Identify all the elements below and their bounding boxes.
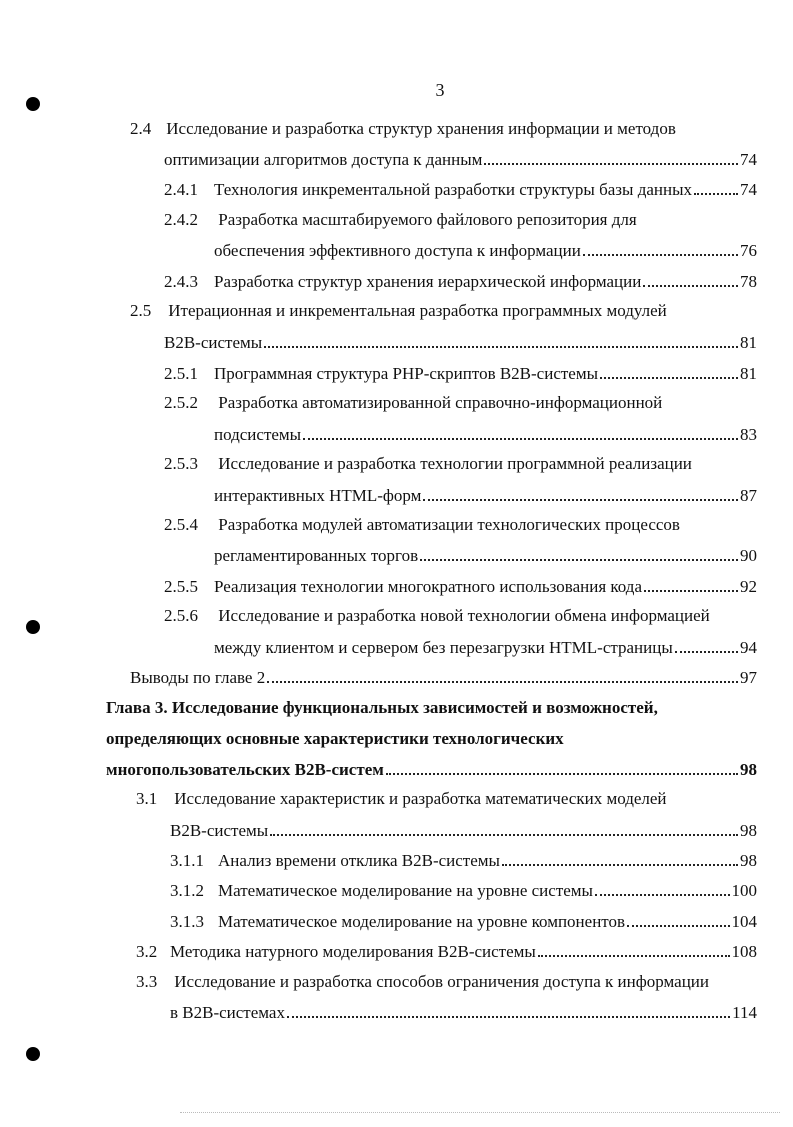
toc-title: Программная структура PHP-скриптов B2B-системы xyxy=(214,364,599,383)
toc-title: Математическое моделирование на уровне компонентов xyxy=(218,912,626,931)
dot-leader xyxy=(675,635,738,653)
toc-page: 94 xyxy=(740,638,757,657)
toc-title: интерактивных HTML-форм xyxy=(214,486,422,505)
dot-leader xyxy=(595,878,730,896)
toc-entry-2-5-5 xyxy=(164,574,757,598)
toc-text-group xyxy=(164,575,642,599)
toc-title: Разработка модулей автоматизации технологических процессов xyxy=(218,515,680,534)
toc-number: 3.1.3 xyxy=(170,912,204,931)
toc-text-group xyxy=(136,940,536,964)
toc-title: Реализация технологии многократного использования кода xyxy=(214,577,642,596)
dot-leader xyxy=(386,757,738,775)
toc-number: 2.4 xyxy=(130,119,152,138)
toc-title: Методика натурного моделирования B2B-системы xyxy=(170,942,536,961)
toc-page: 98 xyxy=(740,760,757,779)
toc-title: Выводы по главе 2 xyxy=(130,668,266,687)
toc-entry-2-4-3 xyxy=(164,269,757,293)
toc-title: определяющих основные характеристики технологических xyxy=(106,729,564,748)
toc-chapter-3-line2 xyxy=(106,727,564,751)
dot-leader xyxy=(264,330,738,348)
toc-title: Исследование и разработка новой технологии обмена информацией xyxy=(218,606,710,625)
toc-title: Математическое моделирование на уровне системы xyxy=(218,881,593,900)
toc-page: 81 xyxy=(740,333,757,352)
toc-number: 2.5 xyxy=(130,301,152,320)
toc-page: 78 xyxy=(740,272,757,291)
toc-entry-3-2 xyxy=(136,939,757,963)
toc-page: 98 xyxy=(740,821,757,840)
punch-hole-mark xyxy=(26,620,40,634)
toc-number: 2.5.6 xyxy=(164,606,198,625)
toc-title: B2B-системы xyxy=(164,333,263,352)
toc-entry-2-4-2-cont xyxy=(214,238,757,262)
toc-number: 2.4.1 xyxy=(164,180,198,199)
toc-title: Разработка структур хранения иерархической информации xyxy=(214,272,642,291)
dot-leader xyxy=(270,818,738,836)
toc-page: 74 xyxy=(740,150,757,169)
toc-entry-2-5-6-cont xyxy=(214,635,757,659)
toc-title: Разработка автоматизированной справочно-информационной xyxy=(218,393,663,412)
toc-number: 3.1.2 xyxy=(170,881,204,900)
toc-entry-3-1 xyxy=(136,787,667,811)
toc-title: Итерационная и инкрементальная разработка программных модулей xyxy=(168,301,667,320)
toc-page: 90 xyxy=(740,546,757,565)
toc-entry-2-4 xyxy=(130,117,676,141)
toc-number: 3.3 xyxy=(136,972,158,991)
toc-text-group xyxy=(170,879,593,903)
toc-number: 2.5.2 xyxy=(164,393,198,412)
toc-number: 2.5.3 xyxy=(164,454,198,473)
toc-page: 87 xyxy=(740,486,757,505)
toc-entry-3-1-3 xyxy=(170,909,757,933)
dot-leader xyxy=(694,177,738,195)
toc-page: 114 xyxy=(732,1003,757,1022)
toc-number: 3.2 xyxy=(136,942,158,961)
dot-leader xyxy=(303,422,738,440)
toc-title: подсистемы xyxy=(214,425,302,444)
toc-text-group xyxy=(164,270,641,294)
toc-entry-2-5-4-cont xyxy=(214,543,757,567)
toc-entry-3-1-1 xyxy=(170,848,757,872)
toc-title: Разработка масштабируемого файлового репозитория для xyxy=(218,210,637,229)
dot-leader xyxy=(502,848,738,866)
toc-entry-3-3 xyxy=(136,970,709,994)
toc-entry-2-4-2 xyxy=(164,208,637,232)
dot-leader xyxy=(267,665,738,683)
dot-leader xyxy=(287,1000,730,1018)
toc-entry-3-1-2 xyxy=(170,878,757,902)
toc-page: 74 xyxy=(740,180,757,199)
toc-page: 104 xyxy=(731,912,757,931)
toc-page: 98 xyxy=(740,851,757,870)
dot-leader xyxy=(627,909,729,927)
toc-title: регламентированных торгов xyxy=(214,546,419,565)
toc-page: 81 xyxy=(740,364,757,383)
toc-title: Анализ времени отклика B2B-системы xyxy=(218,851,500,870)
toc-number: 3.1.1 xyxy=(170,851,204,870)
dot-leader xyxy=(600,361,738,379)
punch-hole-mark xyxy=(26,1047,40,1061)
toc-entry-2-5-4 xyxy=(164,513,680,537)
toc-entry-2-5-2 xyxy=(164,391,662,415)
toc-text-group xyxy=(164,178,692,202)
toc-title: Исследование и разработка структур хранения информации и методов xyxy=(166,119,676,138)
toc-entry-2-5-6 xyxy=(164,604,710,628)
toc-page: 83 xyxy=(740,425,757,444)
punch-hole-mark xyxy=(26,97,40,111)
toc-title: Глава 3. Исследование функциональных зависимостей и возможностей, xyxy=(106,698,658,717)
toc-entry-3-1-cont xyxy=(170,818,757,842)
toc-entry-2-5-3-cont xyxy=(214,483,757,507)
toc-page: 76 xyxy=(740,241,757,260)
toc-entry-3-3-cont xyxy=(170,1000,757,1024)
scan-artifact xyxy=(180,1110,780,1113)
toc-entry-2-5-2-cont xyxy=(214,422,757,446)
toc-title: B2B-системы xyxy=(170,821,269,840)
toc-chapter-3-line1 xyxy=(106,696,658,720)
toc-page: 92 xyxy=(740,577,757,596)
toc-title: Технология инкрементальной разработки структуры базы данных xyxy=(214,180,693,199)
toc-entry-2-5-1 xyxy=(164,361,757,385)
dot-leader xyxy=(644,574,738,592)
toc-title: оптимизации алгоритмов доступа к данным xyxy=(164,150,483,169)
toc-number: 2.5.1 xyxy=(164,364,198,383)
toc-entry-2-4-cont xyxy=(164,147,757,171)
toc-text-group xyxy=(170,849,500,873)
toc-title: Исследование и разработка способов ограничения доступа к информации xyxy=(174,972,709,991)
toc-number: 2.4.2 xyxy=(164,210,198,229)
toc-entry-2-5 xyxy=(130,299,667,323)
toc-entry-conclusions-ch2 xyxy=(130,665,757,689)
toc-number: 2.5.5 xyxy=(164,577,198,596)
page-number: 3 xyxy=(435,80,445,100)
dot-leader xyxy=(484,147,738,165)
toc-text-group xyxy=(164,362,598,386)
toc-number: 2.4.3 xyxy=(164,272,198,291)
toc-chapter-3-line3 xyxy=(106,757,757,781)
toc-number: 3.1 xyxy=(136,789,158,808)
toc-entry-2-5-cont xyxy=(164,330,757,354)
toc-title: многопользовательских B2B-систем xyxy=(106,760,384,779)
toc-number: 2.5.4 xyxy=(164,515,198,534)
toc-title: обеспечения эффективного доступа к информации xyxy=(214,241,581,260)
dot-leader xyxy=(583,238,738,256)
toc-title: между клиентом и сервером без перезагрузки HTML-страницы xyxy=(214,638,673,657)
toc-entry-2-5-3 xyxy=(164,452,692,476)
dot-leader xyxy=(538,939,730,957)
toc-title: в B2B-системах xyxy=(170,1003,285,1022)
toc-title: Исследование и разработка технологии программной реализации xyxy=(218,454,692,473)
toc-title: Исследование характеристик и разработка математических моделей xyxy=(174,789,667,808)
toc-entry-2-4-1 xyxy=(164,177,757,201)
dot-leader xyxy=(420,543,738,561)
toc-text-group xyxy=(170,910,625,934)
toc-page: 100 xyxy=(731,881,757,900)
dot-leader xyxy=(643,269,738,287)
toc-page: 108 xyxy=(731,942,757,961)
toc-page: 97 xyxy=(740,668,757,687)
dot-leader xyxy=(423,483,738,501)
